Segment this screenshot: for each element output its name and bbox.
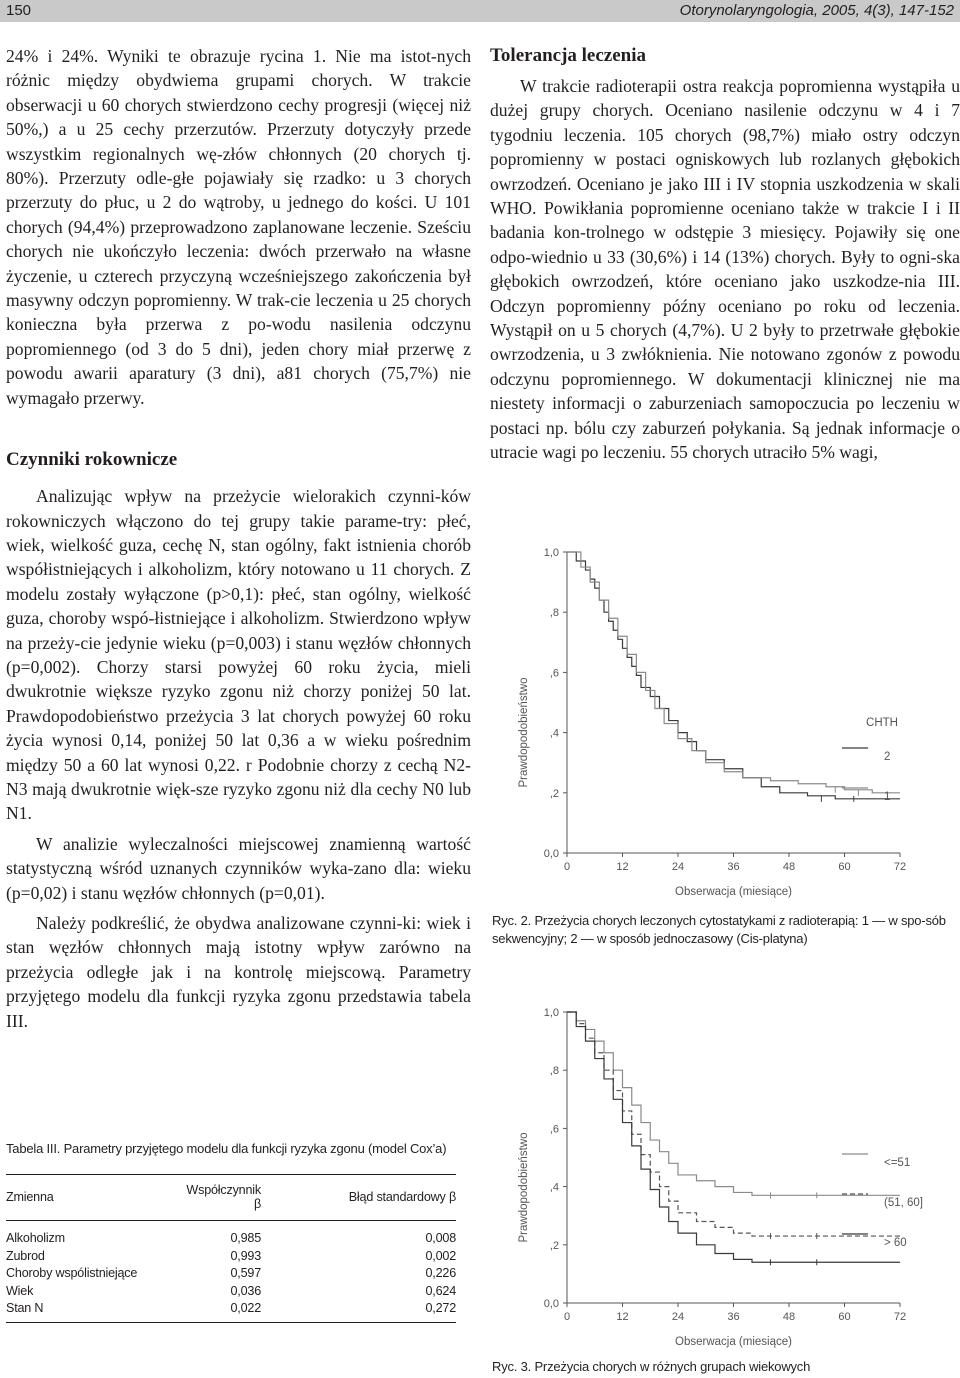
left-column [6,44,471,1033]
x-tick-label: 24 [671,861,685,873]
prognostic-paragraph-1: Analizując wpływ na przeżycie wielorakich czynni-ków rokowniczych włączono do tej grupy takie parame-try: płeć, wiek, wielkość guza, cechę N, stan ogólny, fakt istnienia chorób współistniejących i alkoholizm, który notowano u 11 chorych. Z modelu zostały wyłączone (p>0,1): płeć, stan ogólny, wielkość guza, choroby wspó-łistniejące i alkoholizm. Stwierdzono wpływ na przeży-cie jedynie wieku (p=0,003) i stanu węzłów chłonnych (p=0,002). Chorzy starsi powyżej 60 roku życia, mieli dwukrotnie większe ryzyko zgonu niż chorzy poniżej 50 lat. Prawdopodobieństwo przeżycia 3 lat chorych powyżej 60 roku życia wynosi 0,14, poniżej 50 lat 0,36 a w wieku pośrednim między 50 a 60 lat wynosi 0,22. r Podobnie chorzy z cechą N2-N3 mają dwukrotnie więk-sze ryzyko zgonu niż dla cechy N0 lub N1. [6,486,471,824]
y-tick-label: ,2 [549,1239,559,1252]
table-cell: 0,597 [230,1266,261,1280]
table-cell: Stan N [6,1300,181,1322]
journal-reference: Otorynolaryngologia, 2005, 4(3), 147-152 [679,2,954,19]
figure-2-caption: Ryc. 2. Przeżycia chorych leczonych cytostatykami z radioterapią: 1 — w spo-sób sekwencyjny; 2 — w sposób jednoczasowy (Cis-platyna) [492,913,946,946]
table-row [6,1300,456,1322]
legend-label: > 60 [884,1237,907,1249]
y-axis-label: Prawdopodobieństwo [518,1132,530,1243]
running-header [0,0,960,22]
x-tick-label: 24 [671,1311,685,1323]
table-header-coefficient: Współczynnik β [181,1175,261,1221]
table-row [6,1221,456,1248]
prognostic-paragraph-2: W analizie wyleczalności miejscowej znamienną wartość statystyczną wśród uznanych czynników wyka-zano dla: wieku (p=0,02) i stanu węzłów chłonnych (p=0,01). [6,833,471,903]
table-3 [6,1174,456,1323]
table-cell: Choroby wspólistniejące [6,1266,138,1280]
section-title-prognostic-factors: Czynniki rokownicze [6,449,178,471]
y-tick-label: 0,0 [543,848,559,860]
y-axis-label: Prawdopodobieństwo [518,677,530,788]
x-axis-label: Obserwacja (miesiące) [675,886,792,898]
x-tick-label: 60 [838,1311,851,1323]
table-row [6,1283,456,1301]
x-tick-label: 12 [616,1311,629,1323]
table-cell: 0,993 [230,1248,261,1263]
right-column [490,44,960,465]
table-3-caption: Tabela III. Parametry przyjętego modelu dla funkcji ryzyka zgonu (model Cox’a) [6,1141,447,1156]
table-3-block [6,1140,476,1323]
series-line [567,1012,900,1262]
figure-2-survival-chart [505,530,960,905]
x-tick-label: 72 [893,861,907,873]
table-cell: 0,036 [230,1283,261,1298]
table-row [6,1265,456,1283]
y-tick-label: ,6 [549,667,559,680]
figure-3-survival-chart [505,990,960,1355]
y-tick-label: ,8 [549,1065,559,1078]
x-tick-label: 48 [782,861,796,873]
legend-label: 2 [884,751,891,763]
figure-3-caption: Ryc. 3. Przeżycia chorych w różnych grupach wiekowych [492,1359,811,1374]
table-cell: 0,022 [181,1300,261,1322]
x-tick-label: 72 [893,1311,907,1323]
x-tick-label: 36 [727,1311,740,1323]
section-title-tolerance: Tolerancja leczenia [490,45,647,66]
page-number: 150 [6,2,32,19]
y-tick-label: 1,0 [543,1007,559,1019]
table-header-row [6,1175,456,1221]
series-line [567,1012,900,1236]
intro-paragraph: 24% i 24%. Wyniki te obrazuje rycina 1. Nie ma istot-nych różnic między obydwiema grupami chorych. W trakcie obserwacji u 60 chorych stwierdzono cechy progresji (więcej niż 50%,) a u 25 cechy przerzutów. Przerzuty dotyczyły przede wszystkim regionalnych wę-złów chłonnych (20 chorych tj. 80%). Przerzuty odle-głe pojawiały się rzadko: u 3 chorych przerzuty do płuc, u 2 do wątroby, u jednego do kości. U 101 chorych (94,4%) przeprowadzono zaplanowane leczenie. Sześciu chorych nie ukończyło leczenia: dwóch przerwało na własne życzenie, u czterech przyczyną wcześniejszego zakończenia był masywny odczyn popromienny. W trak-cie leczenia u 25 chorych konieczna była przerwa z po-wodu nasilenia odczynu popromiennego (od 3 do 5 dni), jeden chory miał przerwę z powodu awarii aparatury (3 dni), a81 chorych (75,7%) nie wymagało przerwy. [6,46,471,408]
y-tick-label: ,4 [549,727,559,740]
table-cell: Zubrod [6,1248,45,1263]
series-line [567,1012,900,1195]
table-cell: Wiek [6,1283,34,1298]
legend-label: (51, 60] [884,1197,923,1209]
legend-label: <=51 [884,1157,911,1169]
tolerance-paragraph: W trakcie radioterapii ostra reakcja popromienna wystąpiła u dużej grupy chorych. Oceniano nasilenie odczynu w 4 i 7 tygodniu leczenia. 105 chorych (98,7%) miało ostry odczyn popromienny w postaci ogniskowych lub rozlanych głębokich owrzodzeń. Oceniano je jako III i IV stopnia uszkodzenia w skali WHO. Powikłania popromienne oceniano także w trakcie I i II badania kon-trolnego w odstępie 3 miesięcy. Pojawiły się one odpo-wiednio u 33 (30,6%) i 14 (13%) chorych. Były to ogni-ska głębokich owrzodzeń, które oceniano jako uszkodze-nia III. Odczyn popromienny późny oceniano po roku od leczenia. Wystąpił on u 5 chorych (4,7%). U 2 były to przetrwałe głębokie owrzodzenia, u 3 zwłóknienia. Nie notowano zgonów z powodu odczynu popromiennego. W dokumentacji klinicznej nie ma niestety informacji o zaburzeniach samopoczucia po leczeniu w postaci np. bólu czy zaburzeń połykania. Są jednak informacje o utracie wagi po leczeniu. 55 chorych utraciło 5% wagi, [490,76,960,463]
y-tick-label: ,6 [549,1123,559,1136]
table-cell: 0,226 [425,1266,456,1280]
legend-label: 1 [884,791,891,803]
y-tick-label: ,4 [549,1181,559,1194]
x-tick-label: 36 [727,861,740,873]
x-tick-label: 60 [838,861,851,873]
x-tick-label: 48 [782,1311,796,1323]
y-tick-label: 0,0 [543,1298,559,1310]
table-header-variable: Zmienna [6,1175,181,1221]
table-cell: 0,008 [425,1231,456,1245]
table-cell: Alkoholizm [6,1231,65,1245]
series-line [567,552,900,793]
x-tick-label: 0 [563,861,571,873]
y-tick-label: ,2 [549,787,559,800]
x-axis-label: Obserwacja (miesiące) [675,1336,792,1348]
table-cell: 0,002 [425,1248,456,1263]
prognostic-paragraph-3: Należy podkreślić, że obydwa analizowane czynni-ki: wiek i stan węzłów chłonnych mają istotny wpływ zarówno na przeżycia odległe jak i na kontrolę miejscową. Parametry przyjętego modelu dla funkcji ryzyka zgonu przedstawia tabela III. [6,913,471,1031]
y-tick-label: 1,0 [543,547,559,559]
series-line [567,552,900,799]
table-cell: 0,624 [425,1283,456,1298]
x-tick-label: 0 [563,1311,571,1323]
table-cell: 0,985 [230,1231,261,1245]
table-row [6,1248,456,1266]
y-tick-label: ,8 [549,607,559,620]
table-cell: 0,272 [261,1300,456,1322]
legend-title: CHTH [866,717,898,729]
x-tick-label: 12 [616,861,629,873]
table-header-std-error: Błąd standardowy β [261,1175,456,1221]
